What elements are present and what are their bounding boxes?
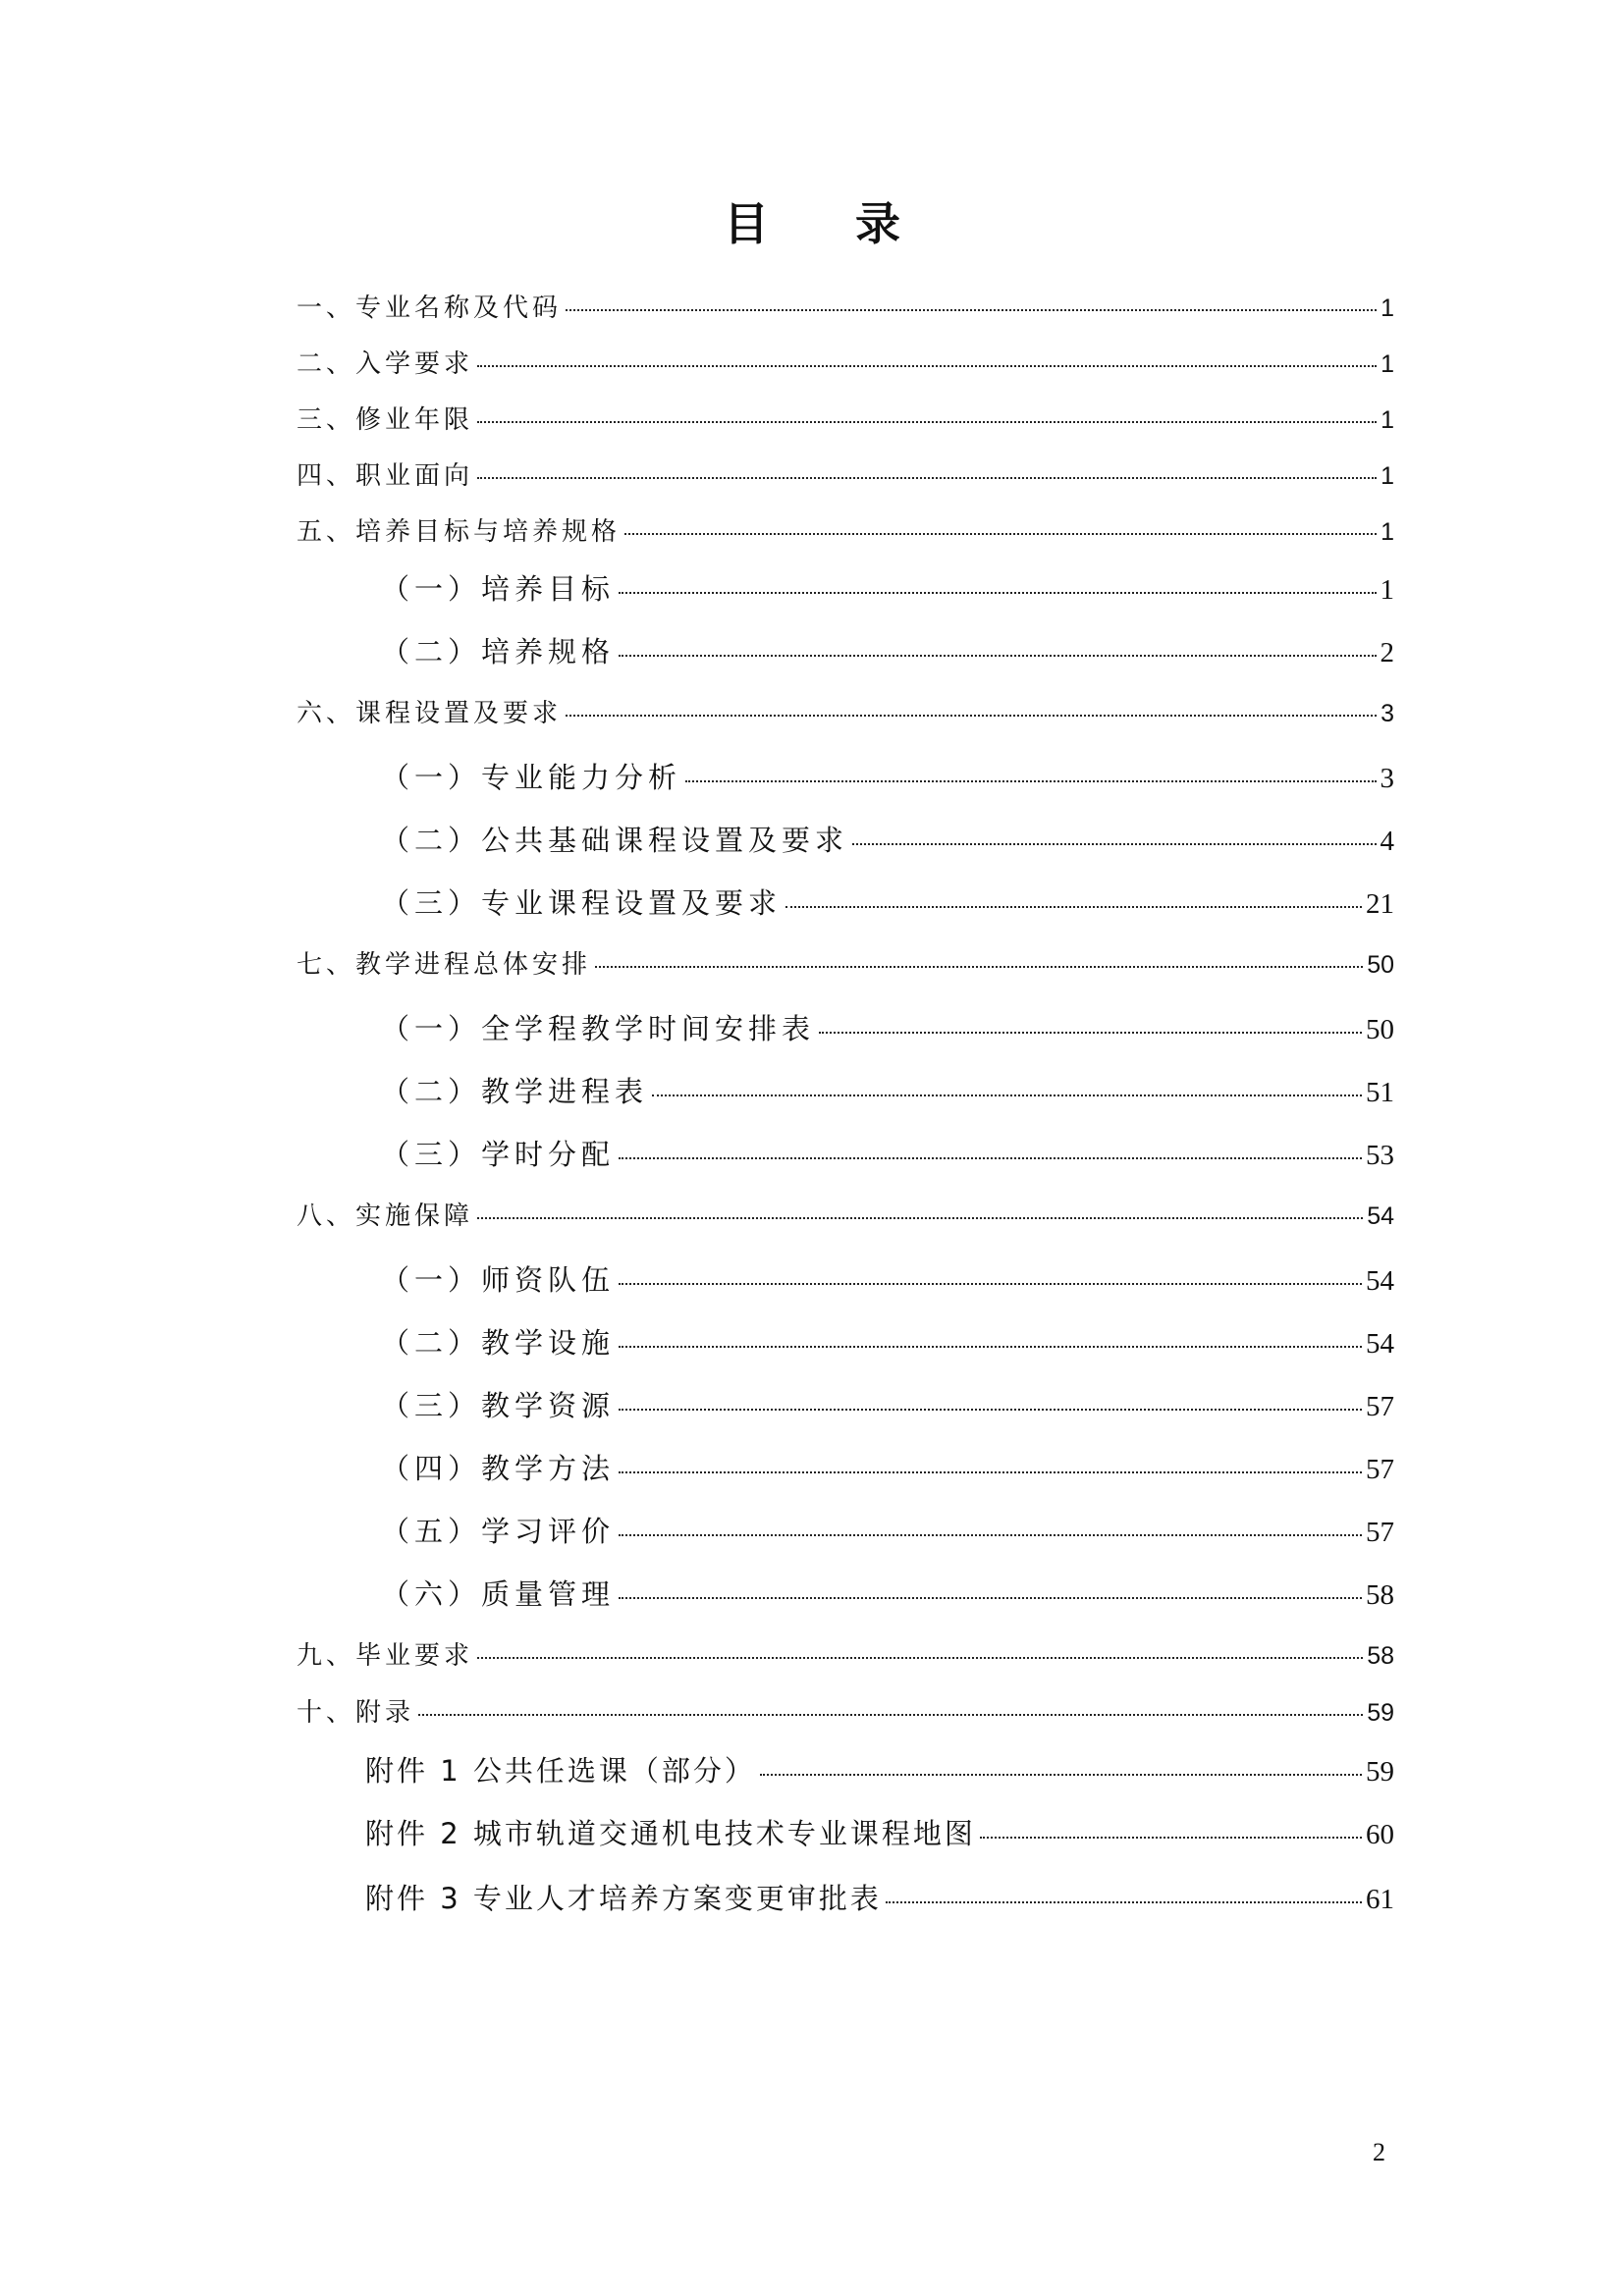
toc-entry[interactable] [381, 819, 1394, 859]
toc-entry-label: 一、专业名称及代码 [297, 294, 563, 323]
toc-entry-page: 57 [1366, 1454, 1394, 1485]
toc-entry-label: （四）教学方法 [381, 1452, 616, 1485]
toc-entry[interactable] [297, 1196, 1394, 1232]
toc-dot-leader [652, 1095, 1362, 1096]
toc-entry-label: （六）质量管理 [381, 1577, 616, 1611]
toc-entry-page: 60 [1366, 1819, 1394, 1850]
toc-entry-label: （一）全学程教学时间安排表 [381, 1012, 816, 1045]
toc-entry-label: 八、实施保障 [297, 1201, 474, 1231]
toc-entry-page: 59 [1367, 1699, 1394, 1727]
toc-entry[interactable] [365, 1812, 1394, 1852]
toc-entry[interactable] [297, 455, 1394, 492]
toc-dot-leader [619, 1157, 1362, 1159]
toc-dot-leader [619, 592, 1376, 594]
toc-entry[interactable] [297, 400, 1394, 436]
toc-dot-leader [418, 1714, 1363, 1716]
toc-entry[interactable] [297, 1635, 1394, 1672]
toc-entry-label: 十、附录 [297, 1698, 415, 1728]
toc-entry-label: 附件 2 城市轨道交通机电技术专业课程地图 [365, 1817, 976, 1850]
toc-dot-leader [819, 1032, 1362, 1034]
toc-entry-page: 21 [1366, 888, 1394, 920]
toc-entry[interactable] [381, 1447, 1394, 1487]
toc-entry[interactable] [381, 630, 1394, 670]
toc-entry-label: （一）专业能力分析 [381, 761, 682, 794]
toc-entry-page: 58 [1366, 1579, 1394, 1611]
toc-entry-label: （三）学时分配 [381, 1138, 616, 1171]
toc-entry[interactable] [297, 944, 1394, 981]
toc-entry[interactable] [381, 1321, 1394, 1362]
toc-entry-label: 六、课程设置及要求 [297, 699, 563, 728]
toc-entry[interactable] [297, 693, 1394, 729]
toc-entry-page: 1 [1380, 294, 1394, 322]
toc-entry-page: 1 [1380, 406, 1394, 434]
toc-entry[interactable] [365, 1749, 1394, 1789]
toc-dot-leader [477, 365, 1377, 367]
toc-entry-label: 四、职业面向 [297, 461, 474, 491]
toc-entry-page: 53 [1366, 1140, 1394, 1171]
toc-title: 目 录 [723, 197, 936, 250]
toc-entry-label: 七、教学进程总体安排 [297, 950, 592, 980]
toc-entry-label: 五、培养目标与培养规格 [297, 517, 622, 547]
toc-entry-label: （一）师资队伍 [381, 1263, 616, 1297]
toc-dot-leader [477, 1217, 1363, 1219]
toc-entry-page: 54 [1367, 1202, 1394, 1230]
toc-dot-leader [595, 966, 1363, 968]
toc-dot-leader [619, 1283, 1362, 1285]
toc-entry[interactable] [297, 1692, 1394, 1729]
toc-entry-page: 3 [1380, 763, 1394, 794]
toc-entry[interactable] [381, 1384, 1394, 1424]
toc-entry-label: （三）教学资源 [381, 1389, 616, 1422]
toc-entry[interactable] [365, 1877, 1394, 1917]
toc-entry[interactable] [381, 1070, 1394, 1110]
toc-entry-page: 1 [1380, 462, 1394, 490]
toc-entry[interactable] [381, 756, 1394, 796]
toc-entry-label: （五）学习评价 [381, 1515, 616, 1548]
toc-dot-leader [619, 1346, 1362, 1348]
toc-entry-page: 3 [1380, 700, 1394, 727]
toc-dot-leader [980, 1837, 1362, 1839]
toc-dot-leader [619, 1597, 1362, 1599]
toc-entry-label: （二）培养规格 [381, 635, 616, 668]
toc-entry-page: 57 [1366, 1517, 1394, 1548]
toc-entry-page: 1 [1380, 518, 1394, 546]
toc-entry-label: （二）教学设施 [381, 1326, 616, 1360]
toc-dot-leader [685, 780, 1376, 782]
page-number: 2 [1373, 2138, 1385, 2166]
toc-entry[interactable] [381, 1133, 1394, 1173]
toc-dot-leader [624, 533, 1377, 535]
toc-entry-page: 57 [1366, 1391, 1394, 1422]
toc-entry-page: 1 [1380, 574, 1394, 606]
toc-dot-leader [477, 477, 1377, 479]
toc-entry-page: 59 [1366, 1756, 1394, 1788]
toc-entry[interactable] [297, 511, 1394, 548]
toc-entry-label: （一）培养目标 [381, 572, 616, 606]
toc-dot-leader [886, 1901, 1362, 1903]
toc-dot-leader [566, 309, 1377, 311]
toc-dot-leader [619, 1471, 1362, 1473]
toc-entry-page: 61 [1366, 1884, 1394, 1915]
toc-entry[interactable] [381, 1007, 1394, 1047]
toc-entry-label: （二）教学进程表 [381, 1075, 649, 1108]
toc-dot-leader [852, 843, 1376, 845]
toc-dot-leader [619, 1409, 1362, 1411]
toc-entry[interactable] [381, 567, 1394, 608]
toc-dot-leader [619, 655, 1376, 657]
toc-entry-page: 54 [1366, 1328, 1394, 1360]
toc-entry-page: 1 [1380, 350, 1394, 378]
toc-entry-label: 九、毕业要求 [297, 1641, 474, 1671]
toc-entry-label: 附件 1 公共任选课（部分） [365, 1754, 756, 1788]
toc-entry-page: 51 [1366, 1077, 1394, 1108]
toc-entry[interactable] [381, 1573, 1394, 1613]
toc-dot-leader [477, 421, 1377, 423]
toc-entry-label: （三）专业课程设置及要求 [381, 886, 783, 920]
toc-entry-label: 二、入学要求 [297, 349, 474, 379]
toc-entry-page: 50 [1366, 1014, 1394, 1045]
toc-entry-page: 58 [1367, 1642, 1394, 1670]
toc-entry-page: 4 [1380, 826, 1394, 857]
toc-dot-leader [619, 1534, 1362, 1536]
toc-entry[interactable] [381, 1258, 1394, 1299]
toc-dot-leader [566, 715, 1377, 717]
toc-entry-page: 50 [1367, 951, 1394, 979]
toc-entry[interactable] [381, 881, 1394, 922]
toc-entry-label: （二）公共基础课程设置及要求 [381, 824, 849, 857]
toc-entry-page: 54 [1366, 1265, 1394, 1297]
toc-entry[interactable] [381, 1510, 1394, 1550]
toc-entry-label: 三、修业年限 [297, 405, 474, 435]
toc-entry[interactable] [297, 344, 1394, 380]
toc-dot-leader [785, 906, 1362, 908]
toc-dot-leader [477, 1657, 1363, 1659]
toc-entry-label: 附件 3 专业人才培养方案变更审批表 [365, 1882, 882, 1915]
toc-dot-leader [760, 1774, 1362, 1776]
toc-entry[interactable] [297, 288, 1394, 324]
toc-entry-page: 2 [1380, 637, 1394, 668]
